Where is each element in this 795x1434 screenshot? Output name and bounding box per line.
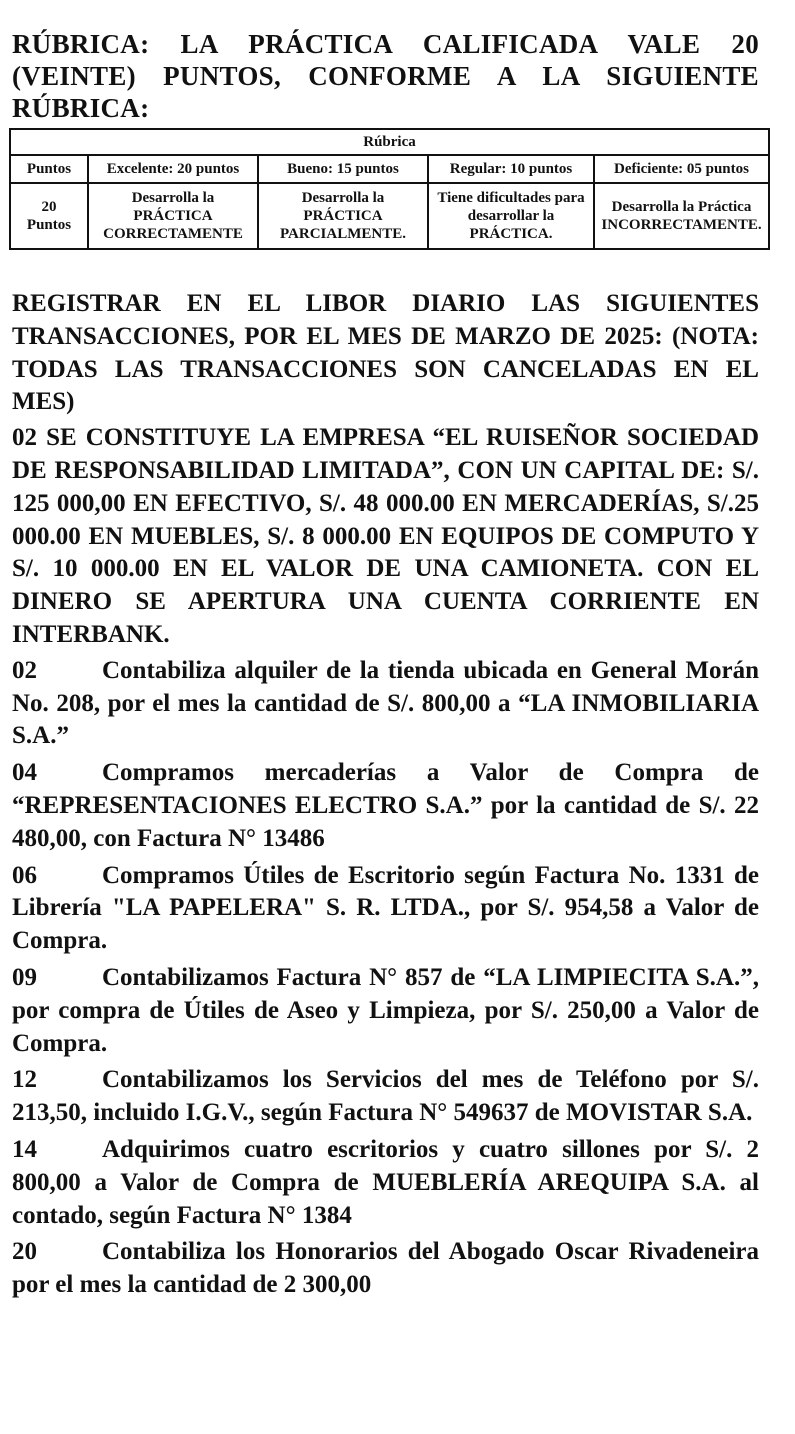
transaction-day: 06	[12, 861, 37, 889]
transaction-text: Contabiliza alquiler de la tienda ubicada en General Morán No. 208, por el mes la cantidad de S/. 800,00 a “LA INMOBILIARIA S.A.”	[12, 656, 759, 750]
cell-points	[10, 183, 88, 249]
transaction-item	[12, 757, 759, 855]
transaction-text: Compramos mercaderías a Valor de Compra de “REPRESENTACIONES ELECTRO S.A.” por la cantidad de S/. 22 480,00, con Factura N° 13486	[12, 759, 759, 852]
cell-deficiente: Desarrolla la Práctica INCORRECTAMENTE.	[594, 183, 769, 249]
transaction-item	[12, 1064, 759, 1130]
transaction-item	[12, 860, 759, 958]
transaction-item	[12, 1134, 759, 1232]
points-unit: Puntos	[26, 217, 72, 233]
rubric-table	[9, 128, 770, 250]
transaction-day: 12	[12, 1066, 37, 1094]
points-value: 20	[41, 199, 57, 215]
transaction-day: 04	[12, 759, 37, 787]
rubric-title: Rúbrica	[10, 129, 769, 155]
header-regular: Regular: 10 puntos	[428, 155, 594, 183]
rubric-heading: RÚBRICA: LA PRÁCTICA CALIFICADA VALE 20 (VEINTE) PUNTOS, CONFORME A LA SIGUIENTE RÚBRICA:	[12, 29, 759, 123]
cell-regular: Tiene dificultades para desarrollar la PRÁCTICA.	[428, 183, 594, 249]
transaction-item	[12, 962, 759, 1060]
transaction-text: Contabilizamos los Servicios del mes de Teléfono por S/. 213,50, incluido I.G.V., según Factura N° 549637 de MOVISTAR S.A.	[12, 1066, 759, 1127]
transaction-text: Adquirimos cuatro escritorios y cuatro sillones por S/. 2 800,00 a Valor de Compra de MUEBLERÍA AREQUIPA S.A. al contado, según Factura N° 1384	[12, 1135, 759, 1229]
transaction-item	[12, 1236, 759, 1302]
header-deficiente: Deficiente: 05 puntos	[594, 155, 769, 183]
transaction-constitution: 02 SE CONSTITUYE LA EMPRESA “EL RUISEÑOR SOCIEDAD DE RESPONSABILIDAD LIMITADA”, CON UN CAPITAL DE: S/. 125 000,00 EN EFECTIVO, S/. 48 000.00 EN MERCADERÍAS, S/.25 000.00 EN MUEBLES, S/. 8 000.00 EN EQUIPOS DE COMPUTO Y S/. 10 000.00 EN EL VALOR DE UNA CAMIONETA. CON EL DINERO SE APERTURA UNA CUENTA CORRIENTE EN INTERBANK.	[12, 424, 759, 648]
transaction-text: Contabilizamos Factura N° 857 de “LA LIMPIECITA S.A.”, por compra de Útiles de Aseo y Limpieza, por S/. 250,00 a Valor de Compra.	[12, 963, 759, 1057]
header-excelente: Excelente: 20 puntos	[88, 155, 258, 183]
transaction-day: 14	[12, 1135, 37, 1163]
instructions: REGISTRAR EN EL LIBOR DIARIO LAS SIGUIENTES TRANSACCIONES, POR EL MES DE MARZO DE 2025: (NOTA: TODAS LAS TRANSACCIONES SON CANCELADAS EN EL MES)	[12, 290, 759, 416]
transaction-day: 20	[12, 1238, 37, 1266]
header-puntos: Puntos	[10, 155, 88, 183]
cell-bueno: Desarrolla la PRÁCTICA PARCIALMENTE.	[258, 183, 428, 249]
transaction-day: 09	[12, 963, 37, 991]
transaction-list	[12, 655, 759, 1302]
transaction-item	[12, 655, 759, 753]
cell-excelente: Desarrolla la PRÁCTICA CORRECTAMENTE	[88, 183, 258, 249]
transaction-text: Compramos Útiles de Escritorio según Factura No. 1331 de Librería "LA PAPELERA" S. R. LTDA., por S/. 954,58 a Valor de Compra.	[12, 861, 759, 955]
transaction-day: 02	[12, 656, 37, 684]
transaction-text: Contabiliza los Honorarios del Abogado Oscar Rivadeneira por el mes la cantidad de 2 300,00	[12, 1238, 759, 1299]
header-bueno: Bueno: 15 puntos	[258, 155, 428, 183]
